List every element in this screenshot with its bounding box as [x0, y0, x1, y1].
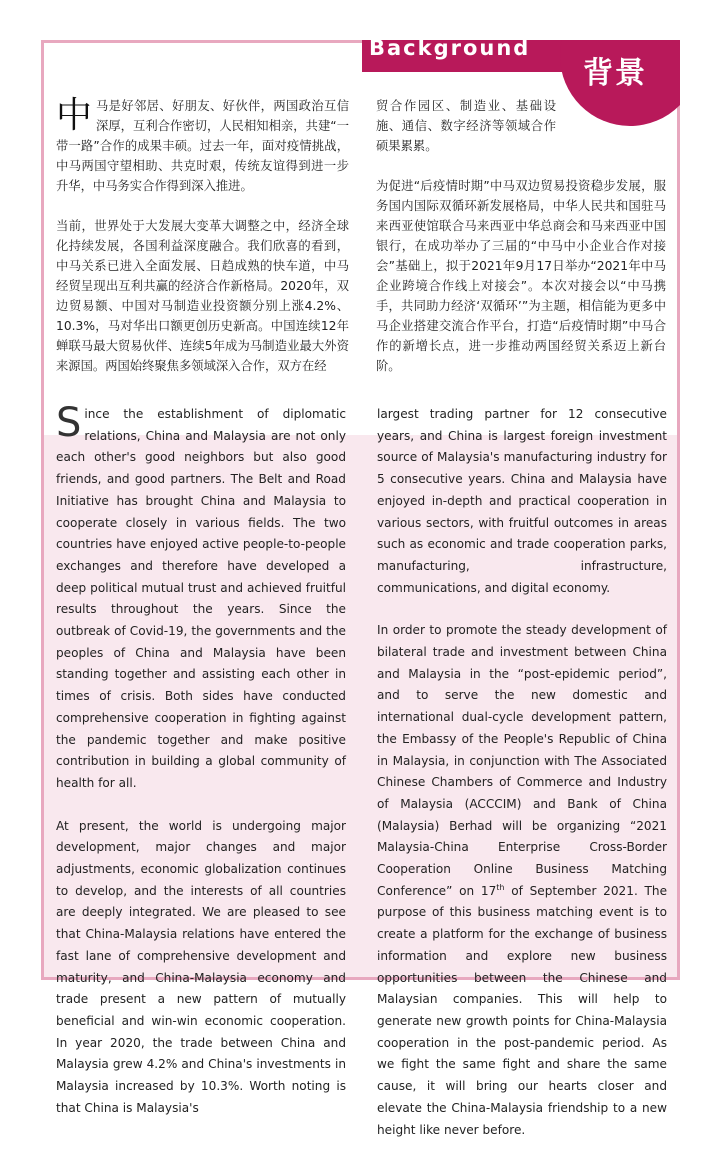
english-paragraph-2: At present, the world is undergoing major development, major changes and major adjustments, economic globalization continues to develop, and the interests of all countries are deeply integrated. We are pleased to see that China-Malaysia relations have entered the fast lane of comprehensive development and maturity, and China-Malaysia economy and trade present a new pattern of mutually beneficial and win-win economic cooperation. In year 2020, the trade between China and Malaysia grew 4.2% and China's investments in Malaysia increased by 10.3%. Worth noting is that China is Malaysia's	[56, 818, 346, 1115]
english-column-right	[377, 404, 667, 1162]
english-paragraph-2-cont: largest trading partner for 12 consecutive years, and China is largest foreign investment source of Malaysia's manufacturing industry for 5 consecutive years. China and Malaysia have enjoyed in-depth and practical cooperation in various sectors, with fruitful outcomes in areas such as economic and trade cooperation parks, manufacturing, infrastructure, communications, and digital economy.	[377, 407, 667, 595]
chinese-paragraph-2-cont: 贸合作园区、制造业、基础设施、通信、数字经济等领域合作硕果累累。	[376, 99, 556, 153]
english-column-left	[56, 400, 346, 1141]
english-paragraph-3: In order to promote the steady development of bilateral trade and investment between China and Malaysia in the “post-epidemic period”, and to serve the new domestic and international dual-cycle development pattern, the Embassy of the People's Republic of China in Malaysia, in conjunction with The Associated Chinese Chambers of Commerce and Industry of Malaysia (ACCCIM) and Bank of China (Malaysia) Berhad will be organizing “2021 Malaysia-China Enterprise Cross-Border Cooperation Online Business Matching Conference” on 17th of September 2021. The purpose of this business matching event is to create a platform for the exchange of business information and explore new business opportunities between the Chinese and Malaysian companies. This will help to generate new growth points for China-Malaysia cooperation in the post-pandemic period. As we fight the same fight and share the same cause, it will bring our hearts closer and elevate the China-Malaysia friendship to a new height like never before.	[377, 623, 668, 1137]
chinese-dropcap: 中	[56, 95, 93, 136]
english-dropcap: S	[56, 400, 82, 446]
chinese-column-right	[376, 96, 666, 396]
chinese-paragraph-1: 中马是好邻居、好朋友、好伙伴，两国政治互信深厚，互利合作密切，人民相知相亲，共建“一带一路”合作的成果丰硕。过去一年，面对疫情挑战，中马两国守望相助、共克时艰，传统友谊得到进一步升华，中马务实合作得到深入推进。	[56, 95, 349, 193]
english-paragraph-1: Since the establishment of diplomatic relations, China and Malaysia are not only each other's good neighbors but also good friends, and good partners. The Belt and Road Initiative has brought China and Malaysia to cooperate closely in various fields. The two countries have enjoyed active people-to-people exchanges and therefore have developed a deep political mutual trust and achieved fruitful results throughout the years. Since the outbreak of Covid-19, the governments and the peoples of China and Malaysia have been standing together and assisting each other in times of crisis. Both sides have conducted comprehensive cooperation in fighting against the pandemic together and make positive contribution in building a global community of health for all.	[56, 400, 346, 790]
chinese-column-left	[56, 96, 349, 396]
chinese-paragraph-3: 为促进“后疫情时期”中马双边贸易投资稳步发展，服务国内国际双循环新发展格局，中华人民共和国驻马来西亚使馆联合马来西亚中华总商会和马来西亚中国银行，在成功举办了三届的“中马中小企业合作对接会”基础上，拟于2021年9月17日举办“2021年中马企业跨境合作线上对接会”。本次对接会以“中马携手，共同助力经济‘双循环’”为主题，相信能为更多中马企业搭建交流合作平台，打造“后疫情时期”中马合作的新增长点，进一步推动两国经贸关系迈上新台阶。	[376, 179, 666, 373]
chinese-paragraph-2: 当前，世界处于大发展大变革大调整之中，经济全球化持续发展，各国利益深度融合。我们欣喜的看到，中马关系已进入全面发展、日趋成熟的快车道，中马经贸呈现出互利共赢的经济合作新格局。2020年，双边贸易额、中国对马制造业投资额分别上涨4.2%、10.3%，马对华出口额更创历史新高。中国连续12年蝉联马最大贸易伙伴、连续5年成为马制造业最大外资来源国。两国始终聚焦多领域深入合作，双方在经	[56, 219, 349, 373]
header-title-cn: 背景	[583, 56, 647, 91]
header-title-en: Background	[369, 36, 531, 60]
